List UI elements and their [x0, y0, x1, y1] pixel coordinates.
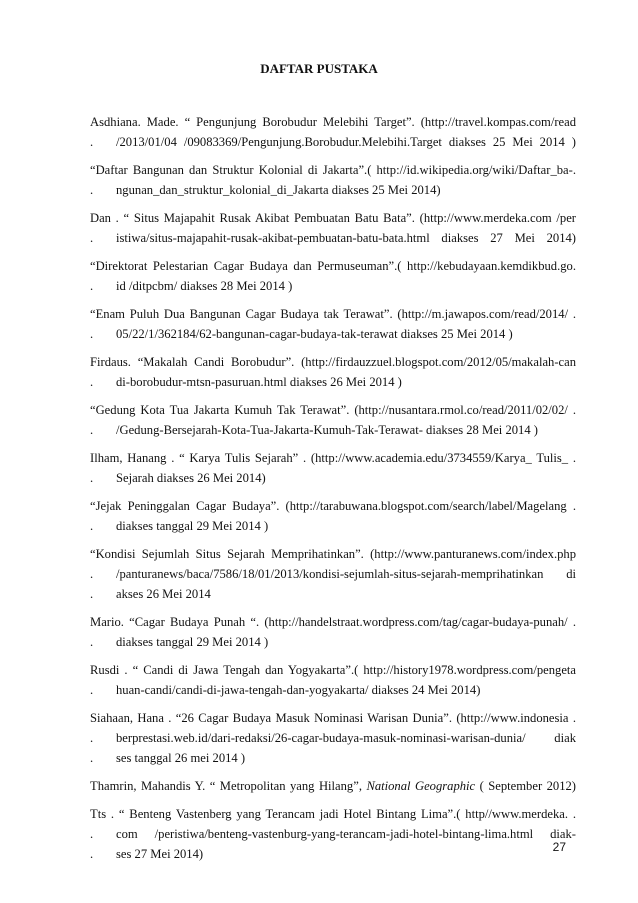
reference-text: Siahaan, Hana . “26 Cagar Budaya Masuk Nominasi Warisan Dunia”. (http://www.indonesia .	[90, 711, 576, 725]
reference-entry	[90, 304, 576, 344]
reference-text: Firdaus. “Makalah Candi Borobudur”. (http://firdauzzuel.blogspot.com/2012/05/makalah-can	[90, 355, 576, 369]
reference-text: Rusdi . “ Candi di Jawa Tengah dan Yogyakarta”.( http://history1978.wordpress.com/pengeta	[90, 663, 576, 677]
reference-text: “Enam Puluh Dua Bangunan Cagar Budaya tak Terawat”. (http://m.jawapos.com/read/2014/ .	[90, 307, 576, 321]
reference-continuation: ngunan_dan_struktur_kolonial_di_Jakarta diakses 25 Mei 2014)	[116, 183, 441, 197]
reference-text: “Kondisi Sejumlah Situs Sejarah Memprihatinkan”. (http://www.panturanews.com/index.php	[90, 547, 576, 561]
continuation-marker: .	[90, 327, 94, 341]
reference-text: Ilham, Hanang . “ Karya Tulis Sejarah” . (http://www.academia.edu/3734559/Karya_ Tulis_ .	[90, 451, 576, 465]
reference-continuation: di-borobudur-mtsn-pasuruan.html diakses 26 Mei 2014 )	[116, 375, 402, 389]
reference-entry	[90, 612, 576, 652]
reference-text: “Jejak Peninggalan Cagar Budaya”. (http://tarabuwana.blogspot.com/search/label/Magelang .	[90, 499, 576, 513]
reference-continuation: /2013/01/04 /09083369/Pengunjung.Borobudur.Melebihi.Target diakses 25 Mei 2014 )	[116, 135, 576, 149]
reference-continuation: huan-candi/candi-di-jawa-tengah-dan-yogyakarta/ diakses 24 Mei 2014)	[116, 683, 481, 697]
continuation-marker: .	[90, 751, 94, 765]
page-number: 27	[552, 840, 566, 854]
reference-continuation: diakses tanggal 29 Mei 2014 )	[116, 635, 269, 649]
reference-continuation: ses tanggal 26 mei 2014 )	[116, 751, 246, 765]
continuation-marker: .	[90, 519, 94, 533]
reference-continuation: diakses tanggal 29 Mei 2014 )	[116, 519, 269, 533]
continuation-marker: .	[90, 847, 94, 861]
reference-entry	[90, 804, 576, 864]
reference-date: ( September 2012)	[479, 779, 576, 793]
reference-entry	[90, 660, 576, 700]
reference-text: “Direktorat Pelestarian Cagar Budaya dan Permuseuman”.( http://kebudayaan.kemdikbud.go.	[90, 259, 576, 273]
reference-continuation: 05/22/1/362184/62-bangunan-cagar-budaya-tak-terawat diakses 25 Mei 2014 )	[116, 327, 513, 341]
continuation-marker: .	[90, 827, 94, 841]
reference-publication: National Geographic	[366, 779, 476, 793]
reference-entry	[90, 400, 576, 440]
reference-text	[90, 776, 576, 796]
reference-text: Asdhiana. Made. “ Pengunjung Borobudur Melebihi Target”. (http://travel.kompas.com/read	[90, 115, 576, 129]
continuation-marker: .	[90, 587, 94, 601]
reference-entry	[90, 256, 576, 296]
reference-entry	[90, 112, 576, 152]
reference-text: Mario. “Cagar Budaya Punah “. (http://handelstraat.wordpress.com/tag/cagar-budaya-punah/ .	[90, 615, 576, 629]
continuation-marker: .	[90, 183, 94, 197]
continuation-marker: .	[90, 375, 94, 389]
reference-entry	[90, 448, 576, 488]
reference-author-title: Thamrin, Mahandis Y. “ Metropolitan yang Hilang”,	[90, 779, 362, 793]
reference-entry	[90, 160, 576, 200]
reference-continuation: istiwa/situs-majapahit-rusak-akibat-pembuatan-batu-bata.html diakses 27 Mei 2014)	[116, 231, 576, 245]
continuation-marker: .	[90, 567, 94, 581]
reference-list	[90, 112, 576, 872]
reference-continuation: berprestasi.web.id/dari-redaksi/26-cagar-budaya-masuk-nominasi-warisan-dunia/ diak	[116, 731, 576, 745]
continuation-marker: .	[90, 731, 94, 745]
reference-continuation: com /peristiwa/benteng-vastenburg-yang-terancam-jadi-hotel-bintang-lima.html diak-	[116, 827, 576, 841]
reference-text: “Daftar Bangunan dan Struktur Kolonial di Jakarta”.( http://id.wikipedia.org/wiki/Daftar_ba-.	[90, 163, 576, 177]
reference-text: “Gedung Kota Tua Jakarta Kumuh Tak Terawat”. (http://nusantara.rmol.co/read/2011/02/02/ .	[90, 403, 576, 417]
reference-continuation: /panturanews/baca/7586/18/01/2013/kondisi-sejumlah-situs-sejarah-memprihatinkan di	[116, 567, 576, 581]
continuation-marker: .	[90, 423, 94, 437]
reference-continuation: id /ditpcbm/ diakses 28 Mei 2014 )	[116, 279, 293, 293]
reference-continuation: akses 26 Mei 2014	[116, 587, 211, 601]
continuation-marker: .	[90, 135, 94, 149]
reference-entry	[90, 776, 576, 796]
continuation-marker: .	[90, 683, 94, 697]
continuation-marker: .	[90, 231, 94, 245]
reference-text: Dan . “ Situs Majapahit Rusak Akibat Pembuatan Batu Bata”. (http://www.merdeka.com /per	[90, 211, 576, 225]
reference-text: Tts . “ Benteng Vastenberg yang Terancam jadi Hotel Bintang Lima”.( http//www.merdeka. .	[90, 807, 576, 821]
reference-continuation: ses 27 Mei 2014)	[116, 847, 204, 861]
reference-entry	[90, 352, 576, 392]
reference-continuation: /Gedung-Bersejarah-Kota-Tua-Jakarta-Kumuh-Tak-Terawat- diakses 28 Mei 2014 )	[116, 423, 538, 437]
reference-entry	[90, 208, 576, 248]
continuation-marker: .	[90, 279, 94, 293]
reference-entry	[90, 708, 576, 768]
continuation-marker: .	[90, 635, 94, 649]
continuation-marker: .	[90, 471, 94, 485]
reference-entry	[90, 544, 576, 604]
page-title: DAFTAR PUSTAKA	[260, 61, 378, 76]
reference-entry	[90, 496, 576, 536]
reference-continuation: Sejarah diakses 26 Mei 2014)	[116, 471, 266, 485]
